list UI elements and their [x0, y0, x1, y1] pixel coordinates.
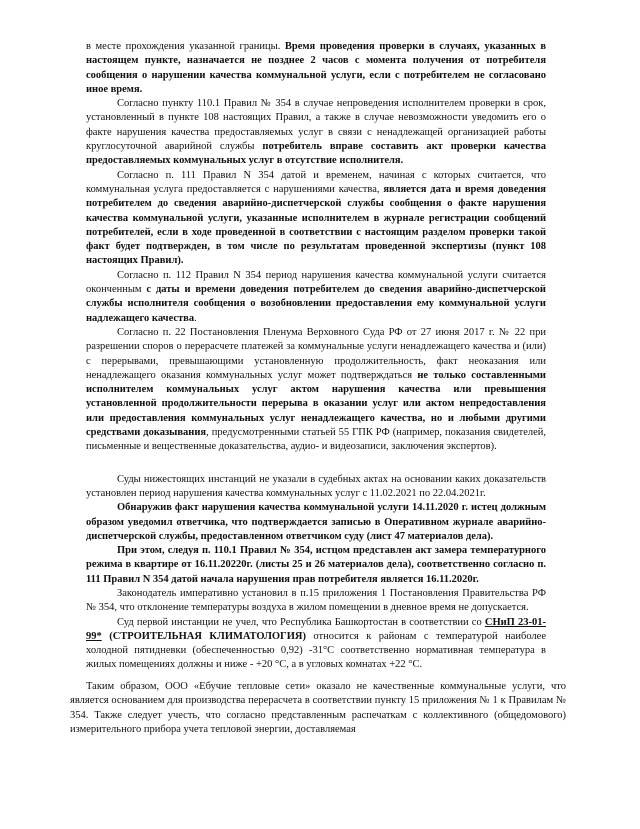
paragraph	[86, 40, 546, 97]
text-run: .	[194, 312, 197, 324]
text-run: относится к районам с температурой наиболее холодной пятидневки (обеспеченностью 0,92) -31°С соответственно нормативная температура в жилых помещениях должны и ниже - +20 °С, а в угловых комнатах +22 °С.	[86, 630, 546, 671]
text-run: Согласно пункту 110.1 Правил № 354 в случае непроведения исполнителем проверки в срок, установленный в пункте 108 настоящих Правил, а также в случае невозможности уведомить его о факте нарушения качества предоставляемых услуг в связи с ненадлежащей организацией работы круглосуточной аварийной службы	[86, 98, 546, 153]
paragraph	[86, 326, 546, 455]
document-body	[86, 40, 546, 673]
paragraph	[86, 616, 546, 673]
paragraph	[86, 473, 546, 502]
text-run: в месте прохождения указанной границы.	[86, 41, 285, 52]
paragraph	[86, 544, 546, 587]
closing-section	[70, 680, 566, 737]
paragraph	[86, 169, 546, 269]
paragraph	[86, 97, 546, 168]
text-run: Суды нижестоящих инстанций не указали в судебных актах на основании каких доказательств установлен период нарушения качества коммунальных услуг с 11.02.2021 по 22.04.2021г.	[86, 473, 546, 499]
paragraph	[86, 501, 546, 544]
bold-text-run: с даты и времени доведения потребителем до сведения аварийно-диспетчерской службы исполнителя сообщения о возобновлении предоставления ему коммунальной услуги надлежащего качества	[86, 284, 546, 324]
bold-text-run: (СТРОИТЕЛЬНАЯ КЛИМАТОЛОГИЯ)	[101, 630, 306, 642]
paragraph	[86, 587, 546, 616]
text-run: Суд первой инстанции не учел, что Республика Башкортостан в соответствии со	[117, 616, 485, 628]
bold-text-run: Обнаружив факт нарушения качества коммунальной услуги 14.11.2020 г. истец должным образом уведомил ответчика, что подтверждается записью в Оперативном журнале аварийно-диспетчерской службы, предоставленном ответчиком суду (лист 47 материалов дела).	[86, 502, 546, 542]
bold-text-run: СНиП 23-01-99*	[86, 616, 546, 642]
text-run: , предусмотренными статьей 55 ГПК РФ (например, показания свидетелей, письменные и вещественные доказательства, аудио- и видеозаписи, заключения экспертов).	[86, 427, 546, 453]
paragraph	[86, 269, 546, 326]
bold-text-run: Время проведения проверки в случаях, указанных в настоящем пункте, назначается не позднее 2 часов с момента получения от потребителя сообщения о нарушении качества коммунальной услуги, если с потребителем не согласовано иное время.	[86, 41, 546, 95]
text-run: Согласно п. 22 Постановления Пленума Верховного Суда РФ от 27 июня 2017 г. № 22 при разрешении споров о перерасчете платежей за коммунальные услуги ненадлежащего качества и (или) с перерывами, превышающими установленную продолжительность, факт неоказания или ненадлежащего оказания коммунальных услуг может подтверждаться	[86, 326, 546, 381]
text-run: Согласно п. 112 Правил N 354 период нарушения качества коммунальной услуги считается оконченным	[86, 269, 546, 296]
closing-paragraph: Таким образом, ООО «Ебучие тепловые сети» оказало не качественные коммунальные услуги, что является основанием для производства перерасчета в соответствии пункту 15 приложения № 1 к Правилам № 354. Также следует учесть, что согласно представленным распечаткам с коллективного (общедомового) измерительного прибора учета тепловой энергии, доставляемая	[70, 681, 566, 735]
bold-text-run: потребитель вправе составить акт проверки качества предоставляемых коммунальных услуг в отсутствие исполнителя.	[86, 141, 546, 167]
bold-text-run: не только составленными исполнителем коммунальных услуг актом нарушения качества или превышения установленной продолжительности перерыва в оказании услуг или актом непредоставления или предоставления коммунальных услуг ненадлежащего качества, но и любыми другими средствами доказывания	[86, 369, 546, 439]
bold-text-run: При этом, следуя п. 110.1 Правил № 354, истцом представлен акт замера температурного режима в квартире от 16.11.20220г. (листы 25 и 26 материалов дела), соответственно согласно п. 111 Правил N 354 датой начала нарушения прав потребителя является 16.11.2020г.	[86, 545, 546, 585]
text-run: Согласно п. 111 Правил N 354 датой и временем, начиная с которых считается, что коммунальная услуга предоставляется с нарушениями качества,	[86, 169, 546, 195]
text-run: Законодатель императивно установил в п.15 приложения 1 Постановления Правительства РФ № 354, что отклонение температуры воздуха в жилом помещении в дневное время не допускается.	[86, 587, 546, 614]
bold-text-run: является дата и время доведения потребителем до сведения аварийно-диспетчерской службы сообщения о факте нарушения качества коммунальной услуги, указанные исполнителем в журнале регистрации сообщений потребителей, если в ходе проведенной в соответствии с настоящим разделом проверки такой факт будет подтвержден, в том числе по результатам проведенной экспертизы (пункт 108 настоящих Правил).	[86, 183, 546, 267]
